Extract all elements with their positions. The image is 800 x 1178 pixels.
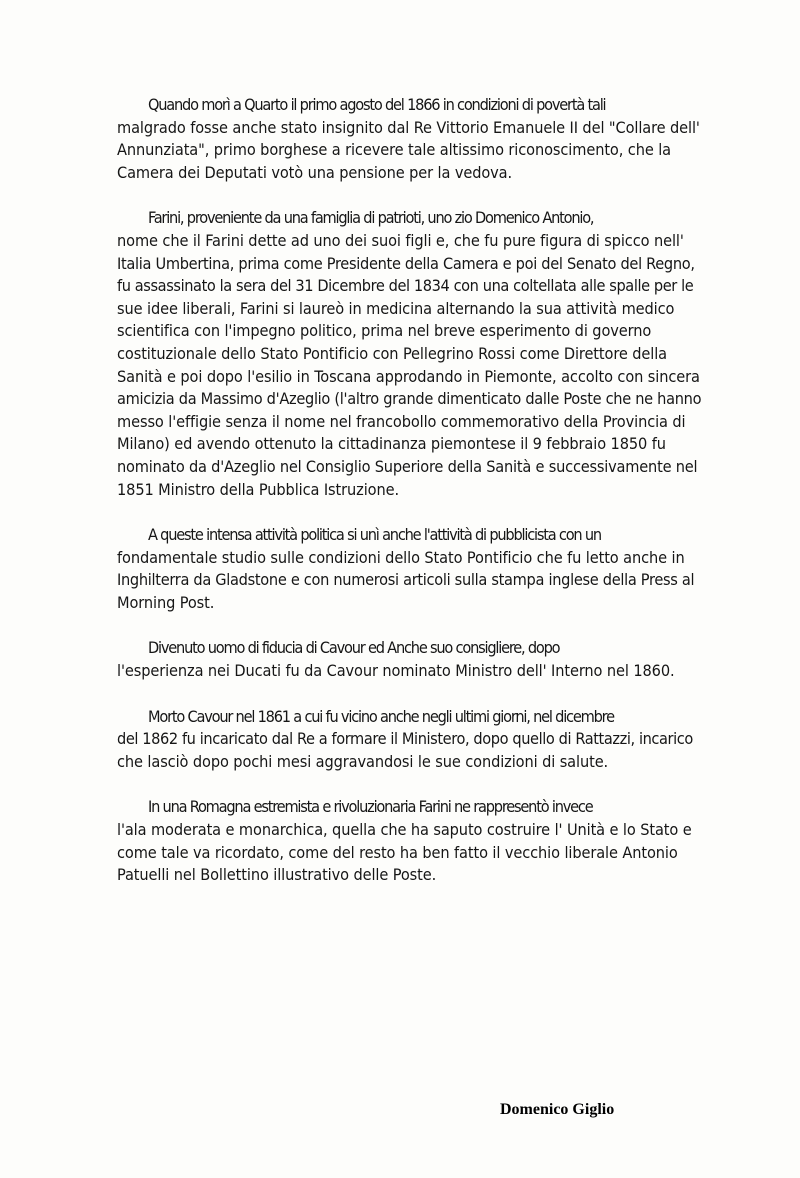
text-line: Camera dei Deputati votò una pensione per la vedova.: [117, 162, 513, 182]
text-line: malgrado fosse anche stato insignito dal Re Vittorio Emanuele II del "Collare dell': [117, 117, 700, 137]
paragraph-cavour-advisor: [117, 637, 700, 682]
text-line: Morto Cavour nel 1861 a cui fu vicino anche negli ultimi giorni, nel dicembre: [148, 706, 614, 726]
text-line: l'esperienza nei Ducati fu da Cavour nominato Ministro dell' Interno nel 1860.: [117, 661, 675, 681]
text-line: Divenuto uomo di fiducia di Cavour ed Anche suo consigliere, dopo: [148, 638, 560, 658]
paragraph-farini-biography: [117, 207, 700, 501]
paragraph-death-of-farini: [117, 94, 700, 184]
paragraph-romagna-legacy: [117, 796, 700, 886]
text-line: sue idee liberali, Farini si laureò in medicina alternando la sua attività medico: [117, 298, 675, 318]
paragraph-publicist-activity: [117, 524, 700, 614]
text-line: Italia Umbertina, prima come Presidente della Camera e poi del Senato del Regno,: [117, 253, 695, 273]
text-line: Milano) ed avendo ottenuto la cittadinanza piemontese il 9 febbraio 1850 fu: [117, 434, 666, 454]
text-line: A queste intensa attività politica si unì anche l'attività di pubblicista con un: [148, 525, 601, 545]
text-line: amicizia da Massimo d'Azeglio (l'altro grande dimenticato dalle Poste che ne hanno: [117, 389, 702, 409]
text-line: costituzionale dello Stato Pontificio con Pellegrino Rossi come Direttore della: [117, 343, 667, 363]
text-line: nome che il Farini dette ad uno dei suoi figli e, che fu pure figura di spicco nell': [117, 230, 684, 250]
text-line: fu assassinato la sera del 31 Dicembre del 1834 con una coltellata alle spalle per le: [117, 276, 694, 296]
text-line: In una Romagna estremista e rivoluzionaria Farini ne rappresentò invece: [148, 797, 593, 817]
text-line: Farini, proveniente da una famiglia di patrioti, uno zio Domenico Antonio,: [148, 208, 594, 228]
text-line: nominato da d'Azeglio nel Consiglio Superiore della Sanità e successivamente nel: [117, 456, 698, 476]
text-line: l'ala moderata e monarchica, quella che ha saputo costruire l' Unità e lo Stato e: [117, 820, 692, 840]
paragraph-prime-minister: [117, 706, 700, 774]
text-line: che lasciò dopo pochi mesi aggravandosi le sue condizioni di salute.: [117, 751, 609, 771]
text-line: Morning Post.: [117, 592, 215, 612]
text-line: fondamentale studio sulle condizioni dello Stato Pontificio che fu letto anche in: [117, 547, 685, 567]
text-line: Quando morì a Quarto il primo agosto del 1866 in condizioni di povertà tali: [148, 95, 606, 114]
text-line: Sanità e poi dopo l'esilio in Toscana approdando in Piemonte, accolto con sincera: [117, 366, 700, 386]
text-line: del 1862 fu incaricato dal Re a formare il Ministero, dopo quello di Rattazzi, incarico: [117, 729, 693, 749]
text-line: Inghilterra da Gladstone e con numerosi articoli sulla stampa inglese della Press al: [117, 570, 695, 590]
text-line: messo l'effigie senza il nome nel francobollo commemorativo della Provincia di: [117, 411, 686, 431]
text-line: scientifica con l'impegno politico, prima nel breve esperimento di governo: [117, 321, 652, 341]
author-signature: Domenico Giglio: [500, 1101, 615, 1118]
text-line: Patuelli nel Bollettino illustrativo delle Poste.: [117, 865, 437, 885]
text-line: 1851 Ministro della Pubblica Istruzione.: [117, 479, 399, 499]
text-line: come tale va ricordato, come del resto ha ben fatto il vecchio liberale Antonio: [117, 842, 678, 862]
text-line: Annunziata", primo borghese a ricevere tale altissimo riconoscimento, che la: [117, 140, 671, 160]
